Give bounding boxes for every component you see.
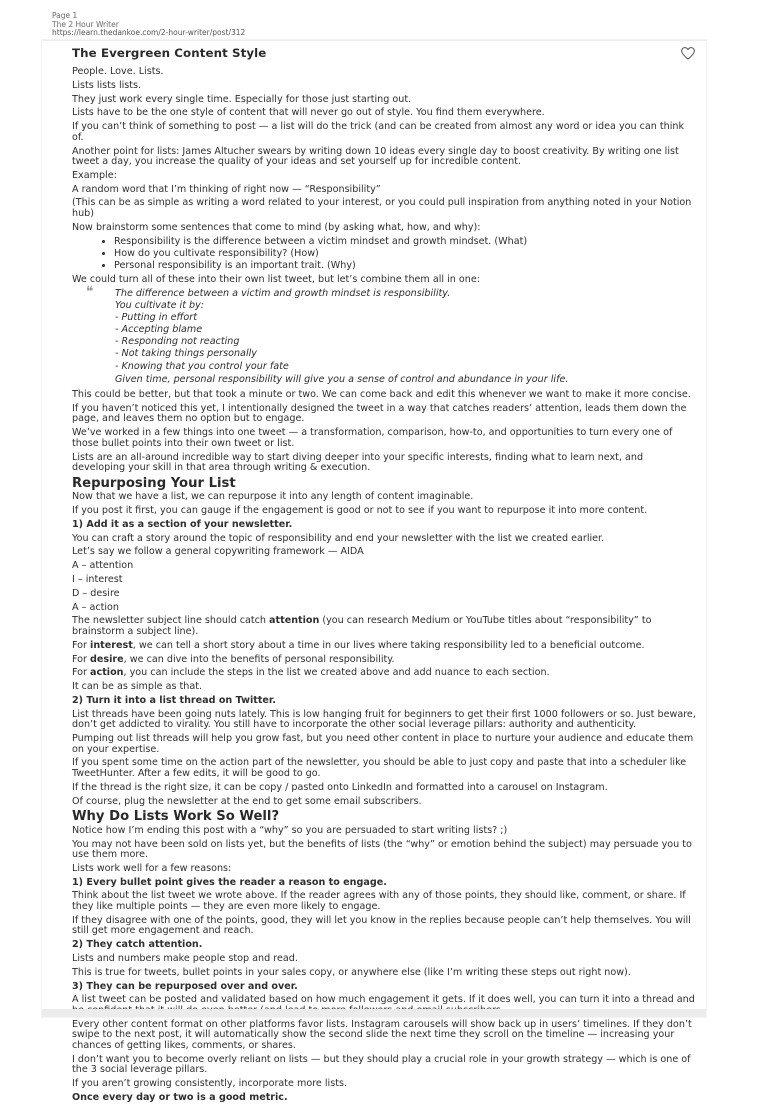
quote-line: - Accepting blame: [115, 324, 203, 336]
paragraph: If they disagree with one of the points, good, they will let you know in the replies because people can’t help themselves. You will still get more engagement and reach.: [72, 914, 691, 937]
bullet-list: [72, 237, 698, 272]
paragraph: If you aren’t growing consistently, incorporate more lists.: [72, 1078, 348, 1090]
paragraph: If the thread is the right size, it can be copy / pasted onto LinkedIn and formatted into a carousel on Instagram.: [72, 781, 608, 793]
quote-line: Given time, personal responsibility will give you a sense of control and abundance in your life.: [115, 374, 569, 386]
quote-line: - Responding not reacting: [115, 336, 240, 348]
subheading: 2) Turn it into a list thread on Twitter.: [72, 694, 276, 706]
paragraph: This could be better, but that took a minute or two. We can come back and edit this whenever we want to make it more concise.: [72, 389, 691, 401]
list-item: • How do you cultivate responsibility? (How): [114, 249, 698, 260]
aida-line: I – interest: [72, 574, 123, 586]
paragraph: If you haven’t noticed this yet, I intentionally designed the tweet in a way that catches readers’ attention, leads them down the page, and leaves them no option but to engage.: [72, 402, 687, 425]
paragraph: If you spent some time on the action part of the newsletter, you should be able to just copy and paste that into a scheduler like TweetHunter. After a few edits, it will be good to go.: [72, 757, 687, 779]
paragraph: Think about the list tweet we wrote above. If the reader agrees with any of those points, they should like, comment, or share. If they like multiple points — they are even more likely to engage.: [72, 890, 686, 913]
print-url[interactable]: https://learn.thedankoe.com/2-hour-writer/post/312: [52, 28, 246, 37]
aida-line: A – attention: [72, 560, 134, 572]
paragraph: You can craft a story around the topic of responsibility and end your newsletter with the list we created earlier.: [72, 532, 605, 544]
article: [72, 46, 698, 1107]
paragraph: Example:: [72, 169, 117, 181]
aida-line: A – action: [72, 601, 119, 613]
paragraph: Lists lists lists.: [72, 79, 142, 91]
heart-icon[interactable]: [680, 46, 696, 60]
paragraph: Lists work well for a few reasons:: [72, 862, 232, 874]
quote-line: - Putting in effort: [115, 311, 197, 323]
paragraph: I don’t want you to become overly reliant on lists — but they should play a crucial role in your growth strategy — which is one of the 3 social leverage pillars.: [72, 1053, 691, 1076]
subheading: 2) They catch attention.: [72, 939, 203, 951]
paragraph: If you post it first, you can gauge if the engagement is good or not to see if you want to repurpose it into more content.: [72, 505, 648, 517]
list-item: • Personal responsibility is an important trait. (Why): [114, 261, 698, 272]
subheading: 1) Add it as a section of your newsletter.: [72, 518, 293, 530]
paragraph: Now brainstorm some sentences that come to mind (by asking what, how, and why):: [72, 221, 481, 233]
paragraph: Lists are an all-around incredible way to start diving deeper into your specific interests, finding what to learn next, and developing your skill in that area through writing & execution.: [72, 451, 644, 474]
paragraph: We could turn all of these into their own list tweet, but let’s combine them all in one:: [72, 273, 480, 285]
paragraph: Let’s say we follow a general copywriting framework — AIDA: [72, 546, 364, 558]
print-header: [52, 12, 245, 38]
paragraph: Another point for lists: James Altucher swears by writing down 10 ideas every single day to boost creativity. By writing one list tweet a day, you increase the quality of your ideas and set yourself up for incredible content.: [72, 145, 679, 168]
paragraph: Now that we have a list, we can repurpose it into any length of content imaginable.: [72, 491, 474, 503]
paragraph: Lists have to be the one style of content that will never go out of style. You find them everywhere.: [72, 107, 545, 119]
print-page-number: Page 1: [52, 11, 78, 20]
subheading: 1) Every bullet point gives the reader a reason to engage.: [72, 876, 387, 888]
paragraph: For action, you can include the steps in the list we created above and add nuance to each section.: [72, 667, 550, 679]
paragraph: We’ve worked in a few things into one tweet — a transformation, comparison, how-to, and opportunities to turn every one of those bullet points into their own tweet or list.: [72, 427, 673, 449]
paragraph: You may not have been sold on lists yet, but the benefits of lists (the “why” or emotion behind the subject) may persuade you to use them more.: [72, 838, 692, 861]
paragraph: Notice how I’m ending this post with a “why” so you are persuaded to start writing lists? ;): [72, 824, 508, 836]
section-heading: Why Do Lists Work So Well?: [72, 809, 280, 825]
article-title: The Evergreen Content Style: [72, 45, 267, 60]
paragraph: The newsletter subject line should catch attention (you can research Medium or YouTube titles about “responsibility” to brainstorm a subject line).: [72, 615, 652, 637]
paragraph: Of course, plug the newsletter at the end to get some email subscribers.: [72, 795, 422, 807]
quote-line: - Knowing that you control your fate: [115, 360, 289, 372]
quote-mark-icon: ❝: [86, 283, 94, 300]
aida-line: D – desire: [72, 587, 120, 599]
article-title-row: [72, 46, 698, 60]
page-bottom-band: [42, 1009, 706, 1017]
blockquote: [72, 283, 698, 387]
paragraph: (This can be as simple as writing a word related to your interest, or you could pull inspiration from anything noted in your Notion hub): [72, 197, 692, 220]
paragraph: List threads have been going nuts lately. This is low hanging fruit for beginners to get their first 1000 followers or so. Just beware, don’t get addicted to virality. You still have to incorporate the other social leverage pillars: authority and authenticity.: [72, 708, 696, 731]
paragraph: This is true for tweets, bullet points in your sales copy, or anywhere else (like I’m writing these steps out right now).: [72, 966, 631, 978]
quote-line: You cultivate it by:: [115, 299, 204, 311]
paragraph: They just work every single time. Especially for those just starting out.: [72, 93, 412, 105]
paragraph: Pumping out list threads will help you grow fast, but you need other content in place to nurture your audience and educate them on your expertise.: [72, 733, 694, 755]
section-heading: Repurposing Your List: [72, 475, 236, 491]
quote-line: - Not taking things personally: [115, 348, 257, 360]
subheading: 3) They can be repurposed over and over.: [72, 980, 298, 992]
closing-line: Once every day or two is a good metric.: [72, 1091, 288, 1103]
paragraph: People. Love. Lists.: [72, 66, 164, 77]
paragraph: A list tweet can be posted and validated based on how much engagement it gets. If it does well, you can turn it into a thread and: [72, 994, 695, 1006]
paragraph: Lists and numbers make people stop and read.: [72, 953, 298, 964]
print-site-name: The 2 Hour Writer: [52, 19, 119, 29]
paragraph: If you can’t think of something to post — a list will do the trick (and can be created from almost any word or idea you can think of.: [72, 121, 685, 143]
paragraph: For desire, we can dive into the benefits of personal responsibility.: [72, 653, 395, 665]
paragraph: For interest, we can tell a short story about a time in our lives where taking responsibility led to a beneficial outcome.: [72, 639, 645, 651]
list-item: • Responsibility is the difference between a victim mindset and growth mindset. (What): [114, 237, 698, 248]
paragraph: A random word that I’m thinking of right now — “Responsibility”: [72, 183, 381, 195]
paragraph: It can be as simple as that.: [72, 681, 203, 693]
paragraph: Every other content format on other platforms favor lists. Instagram carousels will show back up in users’ timelines. If they don’t swipe to the next post, it will automatically show the second slide the next time they scroll on the timeline — increasing your chances of getting likes, comments, or shares.: [72, 1018, 692, 1051]
quote-line: The difference between a victim and growth mindset is responsibility.: [115, 287, 451, 299]
